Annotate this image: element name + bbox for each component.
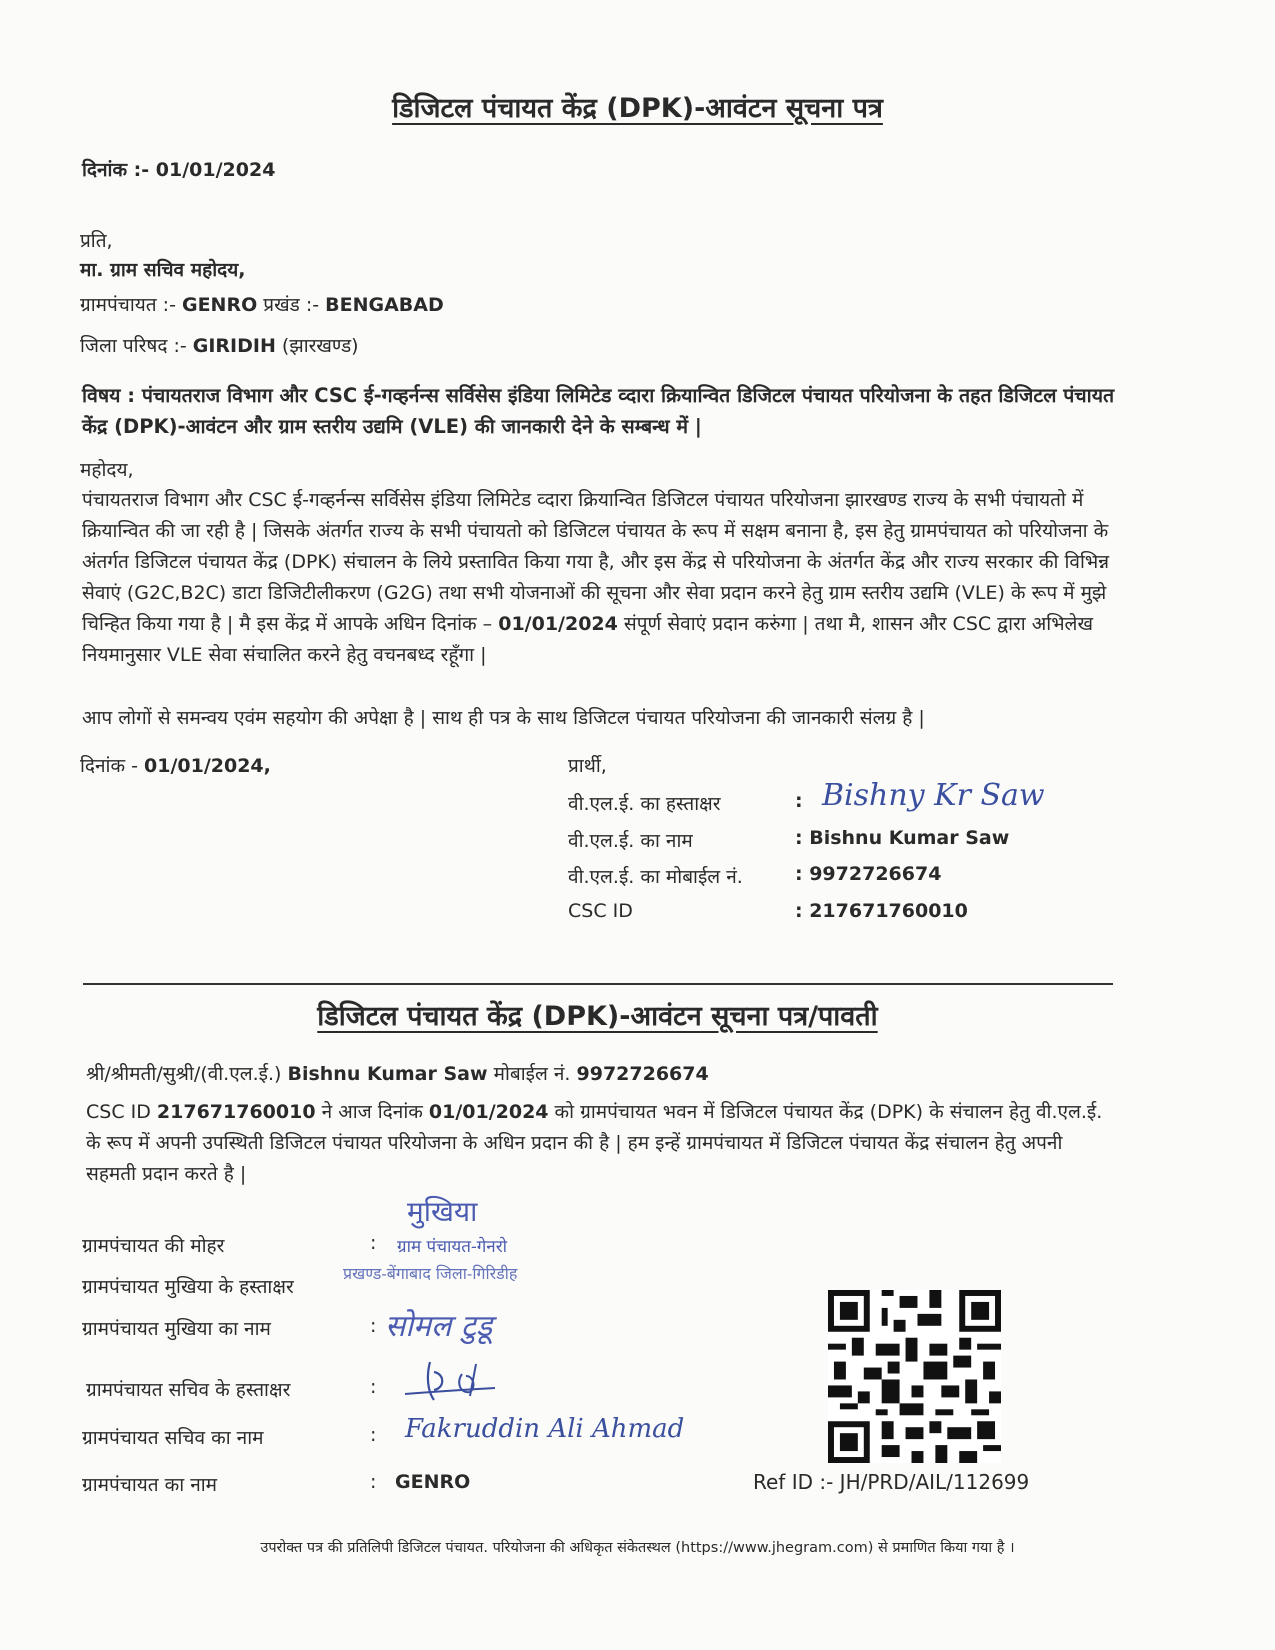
mukhiya-name-colon: : xyxy=(370,1315,377,1337)
sachiv-signature-colon: : xyxy=(370,1376,377,1398)
vle-signature-colon: : xyxy=(795,790,803,812)
vle-signature-label: वी.एल.ई. का हस्ताक्षर xyxy=(568,793,721,815)
mukhiya-signature-label: ग्रामपंचायत मुखिया के हस्ताक्षर xyxy=(82,1276,294,1298)
vle-mobile-label: वी.एल.ई. का मोबाईल नं. xyxy=(568,866,743,888)
ack-line-1: श्री/श्रीमती/सुश्री/(वी.एल.ई.) Bishnu Kumar Saw मोबाईल नं. 9972726674 xyxy=(86,1063,709,1085)
stamp-line-2: प्रखण्ड-बेंगाबाद जिला-गिरिडीह xyxy=(343,1264,518,1283)
gp-name-colon: : xyxy=(370,1471,377,1493)
stamp-title: मुखिया xyxy=(407,1195,478,1228)
sachiv-name-handwritten: Fakruddin Ali Ahmad xyxy=(405,1414,685,1444)
qr-code-icon xyxy=(828,1290,1001,1463)
stamp-line-1: ग्राम पंचायत-गेनरो xyxy=(397,1237,508,1257)
acknowledgement-title: डिजिटल पंचायत केंद्र (DPK)-आवंटन सूचना पत्र/पावती xyxy=(317,1001,878,1032)
ack-paragraph: CSC ID 217671760010 ने आज दिनांक 01/01/2024 को ग्रामपंचायत भवन में डिजिटल पंचायत केंद्र (DPK) के संचालन हेतु वी.एल.ई. के रूप में अपनी उपस्थिती डिजिटल पंचायत परियोजना के अधिन प्रदान की है | हम इन्हें ग्रामपंचायत में डिजिटल पंचायत केंद्र संचालन हेतु अपनी सहमती प्रदान करते है | xyxy=(86,1101,1103,1185)
vle-signature: Bishny Kr Saw xyxy=(822,778,1045,813)
applicant-label: प्रार्थी, xyxy=(568,755,607,777)
date-label: दिनांक :- xyxy=(82,159,156,181)
vle-name-label: वी.एल.ई. का नाम xyxy=(568,830,693,852)
ref-id: Ref ID :- JH/PRD/AIL/112699 xyxy=(753,1470,1030,1494)
date2-line: दिनांक - 01/01/2024, xyxy=(80,755,271,777)
gp-block-line: ग्रामपंचायत :- GENRO प्रखंड :- BENGABAD xyxy=(80,294,444,316)
request-line: आप लोगों से समन्वय एवंम सहयोग की अपेक्षा है | साथ ही पत्र के साथ डिजिटल पंचायत परियोजना की जानकारी संलग्र है | xyxy=(82,707,925,729)
mukhiya-name-label: ग्रामपंचायत मुखिया का नाम xyxy=(82,1318,271,1340)
salutation: महोदय, xyxy=(80,459,134,481)
sachiv-name-colon: : xyxy=(370,1424,377,1446)
sachiv-signature-label: ग्रामपंचायत सचिव के हस्ताक्षर xyxy=(86,1379,291,1401)
body-paragraph: पंचायतराज विभाग और CSC ई-गव्हर्नन्स सर्विसेस इंडिया लिमिटेड व्दारा क्रियान्वित डिजिटल पंचायत परियोजना झारखण्ड राज्य के सभी पंचायतो में क्रियान्वित की जा रही है | जिसके अंतर्गत राज्य के सभी पंचायतो को डिजिटल पंचायत के रूप में सक्षम बनाना है, इस हेतु ग्रामपंचायत को परियोजना के अंतर्गत डिजिटल पंचायत केंद्र (DPK) संचालन के लिये प्रस्तावित किया गया है, और इस केंद्र से परियोजना के अंतर्गत केंद्र और राज्य सरकार की विभिन्न सेवाएं (G2C,B2C) डाटा डिजिटीलीकरण (G2G) तथा सभी योजनाओं की सूचना और सेवा प्रदान करने हेतु ग्राम स्तरीय उद्यमि (VLE) के रूप में मुझे चिन्हित किया गया है | मै इस केंद्र में आपके अधिन दिनांक – 01/01/2024 संपूर्ण सेवाएं प्रदान करुंगा | तथा मै, शासन और CSC द्वारा अभिलेख नियमानुसार VLE सेवा संचालित करने हेतु वचनबध्द रहूँगा | xyxy=(82,489,1110,666)
district-line: जिला परिषद :- GIRIDIH (झारखण्ड) xyxy=(80,335,359,357)
date-value: 01/01/2024 xyxy=(155,159,276,181)
seal-label: ग्रामपंचायत की मोहर xyxy=(82,1235,225,1257)
seal-colon: : xyxy=(370,1232,377,1254)
csc-id-value: : 217671760010 xyxy=(795,900,968,922)
addressee: मा. ग्राम सचिव महोदय, xyxy=(80,259,246,281)
csc-id-label: CSC ID xyxy=(568,900,633,922)
sachiv-signature xyxy=(400,1352,520,1412)
vle-mobile-value: : 9972726674 xyxy=(795,863,942,885)
subject: विषय : पंचायतराज विभाग और CSC ई-गव्हर्नन्स सर्विसेस इंडिया लिमिटेड व्दारा क्रियान्वित डिजिटल पंचायत परियोजना के तहत डिजिटल पंचायत केंद्र (DPK)-आवंटन और ग्राम स्तरीय उद्यमि (VLE) की जानकारी देने के सम्बन्ध में | xyxy=(82,384,1115,438)
gp-name-value: GENRO xyxy=(395,1471,471,1493)
page-title: डिजिटल पंचायत केंद्र (DPK)-आवंटन सूचना पत्र xyxy=(392,93,883,124)
vle-name-value: : Bishnu Kumar Saw xyxy=(795,827,1010,849)
footer-note: उपरोक्त पत्र की प्रतिलिपी डिजिटल पंचायत. परियोजना की अधिकृत संकेतस्थल (https://www.jhegram.com) से प्रमाणित किया गया है । xyxy=(260,1540,1015,1556)
to-line: प्रति, xyxy=(80,230,113,252)
section-divider xyxy=(83,983,1113,985)
gp-name-label: ग्रामपंचायत का नाम xyxy=(82,1474,218,1496)
mukhiya-name-handwritten: सोमल टुडू xyxy=(385,1309,493,1344)
sachiv-name-label: ग्रामपंचायत सचिव का नाम xyxy=(82,1427,264,1449)
date-line xyxy=(82,156,275,182)
